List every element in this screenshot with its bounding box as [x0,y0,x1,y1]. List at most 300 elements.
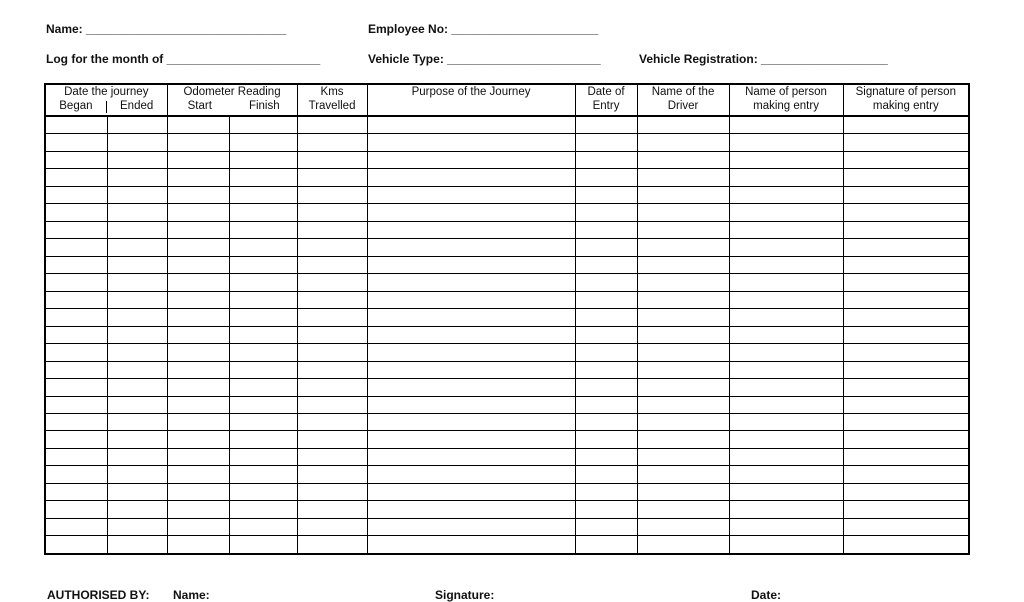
header-kms [297,84,367,116]
table-cell[interactable] [637,466,729,483]
table-cell[interactable] [297,431,367,448]
table-cell[interactable] [367,256,575,273]
table-cell[interactable] [843,221,969,238]
table-cell[interactable] [297,274,367,291]
table-row [45,134,969,151]
table-cell[interactable] [843,501,969,518]
table-cell[interactable] [729,239,843,256]
table-cell[interactable] [843,169,969,186]
table-cell[interactable] [45,326,107,343]
table-cell[interactable] [229,396,297,413]
header-ended: Ended [120,100,154,112]
table-cell[interactable] [107,134,167,151]
table-cell[interactable] [297,221,367,238]
table-cell[interactable] [729,483,843,500]
authorised-date-field[interactable]: Date: [751,588,782,602]
table-cell[interactable] [367,466,575,483]
header-signature [843,84,969,116]
table-cell[interactable] [575,501,637,518]
table-cell[interactable] [575,483,637,500]
table-cell[interactable] [45,413,107,430]
table-cell[interactable] [167,501,229,518]
table-cell[interactable] [843,274,969,291]
table-cell[interactable] [167,379,229,396]
table-cell[interactable] [575,169,637,186]
vehicle-registration-field[interactable]: Vehicle Registration: ___________________ [639,52,888,66]
table-cell[interactable] [45,361,107,378]
table-cell[interactable] [575,309,637,326]
table-row [45,483,969,500]
table-cell[interactable] [45,448,107,465]
table-cell[interactable] [367,134,575,151]
table-cell[interactable] [729,204,843,221]
table-cell[interactable] [367,169,575,186]
table-cell[interactable] [229,151,297,168]
table-cell[interactable] [637,501,729,518]
table-cell[interactable] [367,344,575,361]
table-cell[interactable] [107,396,167,413]
table-cell[interactable] [729,186,843,203]
table-cell[interactable] [729,396,843,413]
table-row [45,256,969,273]
table-cell[interactable] [107,344,167,361]
table-cell[interactable] [843,344,969,361]
table-cell[interactable] [107,309,167,326]
header-driver [637,84,729,116]
table-cell[interactable] [843,483,969,500]
table-cell[interactable] [45,204,107,221]
header-person [729,84,843,116]
header-odometer [167,84,297,116]
table-row [45,344,969,361]
table-cell[interactable] [229,309,297,326]
table-cell[interactable] [729,256,843,273]
table-cell[interactable] [297,536,367,554]
table-cell[interactable] [843,204,969,221]
table-cell[interactable] [367,396,575,413]
table-cell[interactable] [367,326,575,343]
table-cell[interactable] [729,116,843,134]
table-row [45,309,969,326]
table-cell[interactable] [297,291,367,308]
table-cell[interactable] [107,186,167,203]
table-cell[interactable] [229,291,297,308]
table-cell[interactable] [107,501,167,518]
log-month-field[interactable]: Log for the month of _______________________ [46,52,321,66]
table-cell[interactable] [575,274,637,291]
table-cell[interactable] [229,221,297,238]
table-row [45,291,969,308]
table-row [45,274,969,291]
table-cell[interactable] [637,239,729,256]
table-cell[interactable] [45,379,107,396]
table-cell[interactable] [575,326,637,343]
table-cell[interactable] [107,221,167,238]
table-cell[interactable] [367,518,575,535]
table-cell[interactable] [729,431,843,448]
table-cell[interactable] [297,309,367,326]
table-cell[interactable] [843,379,969,396]
table-cell[interactable] [107,413,167,430]
table-cell[interactable] [107,361,167,378]
table-cell[interactable] [167,483,229,500]
table-cell[interactable] [297,501,367,518]
table-cell[interactable] [229,413,297,430]
table-cell[interactable] [45,134,107,151]
table-cell[interactable] [45,396,107,413]
table-cell[interactable] [575,204,637,221]
table-cell[interactable] [229,448,297,465]
table-cell[interactable] [297,483,367,500]
table-cell[interactable] [297,518,367,535]
table-cell[interactable] [167,413,229,430]
table-cell[interactable] [729,379,843,396]
table-cell[interactable] [843,466,969,483]
table-cell[interactable] [45,151,107,168]
table-cell[interactable] [729,134,843,151]
table-cell[interactable] [229,466,297,483]
table-cell[interactable] [729,169,843,186]
table-cell[interactable] [229,204,297,221]
table-cell[interactable] [843,309,969,326]
table-cell[interactable] [729,151,843,168]
table-cell[interactable] [729,291,843,308]
table-cell[interactable] [229,256,297,273]
table-cell[interactable] [843,186,969,203]
table-cell[interactable] [843,326,969,343]
table-cell[interactable] [45,169,107,186]
employee-no-field[interactable]: Employee No: ______________________ [368,22,599,36]
authorised-name-field[interactable]: Name: [173,588,210,602]
table-cell[interactable] [575,221,637,238]
table-cell[interactable] [229,431,297,448]
table-cell[interactable] [843,239,969,256]
table-row [45,169,969,186]
table-cell[interactable] [107,151,167,168]
table-cell[interactable] [107,256,167,273]
table-cell[interactable] [167,239,229,256]
table-cell[interactable] [843,256,969,273]
table-cell[interactable] [229,186,297,203]
table-cell[interactable] [729,361,843,378]
table-cell[interactable] [297,466,367,483]
table-row [45,413,969,430]
table-cell[interactable] [637,448,729,465]
name-field[interactable]: Name: ______________________________ [46,22,287,36]
table-cell[interactable] [637,256,729,273]
table-cell[interactable] [297,326,367,343]
table-row [45,116,969,134]
table-cell[interactable] [367,221,575,238]
table-cell[interactable] [637,413,729,430]
table-cell[interactable] [575,291,637,308]
table-cell[interactable] [167,361,229,378]
header-date-entry-line2: Entry [592,100,620,112]
header-odometer-label: Odometer Reading [183,86,281,98]
table-cell[interactable] [45,221,107,238]
header-date-journey [45,84,167,116]
table-cell[interactable] [107,291,167,308]
table-cell[interactable] [45,483,107,500]
table-cell[interactable] [167,134,229,151]
table-cell[interactable] [107,169,167,186]
table-cell[interactable] [575,431,637,448]
table-cell[interactable] [229,536,297,554]
table-cell[interactable] [167,326,229,343]
table-cell[interactable] [167,448,229,465]
table-cell[interactable] [843,361,969,378]
table-cell[interactable] [107,274,167,291]
table-row [45,501,969,518]
table-cell[interactable] [637,134,729,151]
table-cell[interactable] [45,239,107,256]
table-cell[interactable] [575,379,637,396]
table-cell[interactable] [729,413,843,430]
table-cell[interactable] [107,536,167,554]
table-cell[interactable] [297,344,367,361]
table-cell[interactable] [637,379,729,396]
vehicle-type-field[interactable]: Vehicle Type: _______________________ [368,52,601,66]
table-cell[interactable] [107,116,167,134]
table-cell[interactable] [107,326,167,343]
table-cell[interactable] [167,536,229,554]
table-cell[interactable] [843,116,969,134]
table-cell[interactable] [843,151,969,168]
table-cell[interactable] [167,291,229,308]
table-cell[interactable] [575,344,637,361]
table-cell[interactable] [575,116,637,134]
table-cell[interactable] [167,466,229,483]
header-finish: Finish [248,100,280,112]
table-cell[interactable] [167,169,229,186]
table-cell[interactable] [45,518,107,535]
table-row [45,466,969,483]
table-cell[interactable] [229,134,297,151]
table-cell[interactable] [637,483,729,500]
table-cell[interactable] [229,326,297,343]
page-title [0,0,1024,2]
table-cell[interactable] [729,518,843,535]
table-cell[interactable] [729,536,843,554]
log-table-body [45,116,969,554]
table-cell[interactable] [107,379,167,396]
table-cell[interactable] [367,291,575,308]
header-date-journey-label: Date the journey [64,86,149,98]
table-cell[interactable] [45,431,107,448]
table-cell[interactable] [637,518,729,535]
table-cell[interactable] [45,274,107,291]
table-cell[interactable] [297,239,367,256]
table-cell[interactable] [297,379,367,396]
table-cell[interactable] [229,239,297,256]
table-cell[interactable] [229,483,297,500]
table-cell[interactable] [297,186,367,203]
table-cell[interactable] [107,448,167,465]
table-row [45,239,969,256]
table-cell[interactable] [367,361,575,378]
table-cell[interactable] [229,379,297,396]
table-cell[interactable] [575,134,637,151]
table-cell[interactable] [575,361,637,378]
table-cell[interactable] [575,186,637,203]
table-cell[interactable] [167,221,229,238]
table-cell[interactable] [45,291,107,308]
table-cell[interactable] [107,431,167,448]
table-cell[interactable] [107,483,167,500]
table-cell[interactable] [229,501,297,518]
table-cell[interactable] [167,518,229,535]
table-cell[interactable] [575,396,637,413]
table-cell[interactable] [297,361,367,378]
table-cell[interactable] [729,309,843,326]
table-cell[interactable] [167,431,229,448]
table-cell[interactable] [637,274,729,291]
table-row [45,448,969,465]
header-person-line2: making entry [753,100,819,112]
table-cell[interactable] [297,116,367,134]
table-cell[interactable] [367,186,575,203]
table-cell[interactable] [637,326,729,343]
table-cell[interactable] [45,309,107,326]
table-cell[interactable] [107,518,167,535]
table-cell[interactable] [229,116,297,134]
table-cell[interactable] [297,413,367,430]
table-cell[interactable] [367,239,575,256]
table-cell[interactable] [367,204,575,221]
table-row [45,204,969,221]
table-cell[interactable] [229,274,297,291]
table-cell[interactable] [229,361,297,378]
table-cell[interactable] [297,169,367,186]
table-cell[interactable] [843,518,969,535]
table-cell[interactable] [229,344,297,361]
table-cell[interactable] [367,431,575,448]
table-cell[interactable] [637,186,729,203]
table-cell[interactable] [843,448,969,465]
table-cell[interactable] [107,239,167,256]
table-cell[interactable] [637,396,729,413]
table-cell[interactable] [167,204,229,221]
table-cell[interactable] [45,501,107,518]
table-cell[interactable] [729,448,843,465]
table-cell[interactable] [729,466,843,483]
table-cell[interactable] [45,466,107,483]
table-cell[interactable] [637,221,729,238]
table-cell[interactable] [729,274,843,291]
table-cell[interactable] [637,204,729,221]
table-cell[interactable] [637,291,729,308]
table-cell[interactable] [729,344,843,361]
table-cell[interactable] [637,309,729,326]
table-cell[interactable] [367,116,575,134]
table-cell[interactable] [367,309,575,326]
table-cell[interactable] [843,396,969,413]
header-date-entry [575,84,637,116]
table-cell[interactable] [167,151,229,168]
table-cell[interactable] [575,536,637,554]
table-cell[interactable] [167,186,229,203]
table-cell[interactable] [107,466,167,483]
table-cell[interactable] [45,536,107,554]
table-cell[interactable] [367,501,575,518]
table-cell[interactable] [367,448,575,465]
table-cell[interactable] [843,536,969,554]
table-cell[interactable] [367,379,575,396]
table-cell[interactable] [729,501,843,518]
table-cell[interactable] [367,483,575,500]
table-row [45,431,969,448]
table-cell[interactable] [167,116,229,134]
table-cell[interactable] [297,204,367,221]
table-cell[interactable] [107,204,167,221]
table-row [45,186,969,203]
table-cell[interactable] [729,221,843,238]
table-cell[interactable] [297,151,367,168]
table-cell[interactable] [637,151,729,168]
table-cell[interactable] [297,448,367,465]
header-began: Began [59,100,93,112]
table-cell[interactable] [367,413,575,430]
table-cell[interactable] [575,518,637,535]
table-cell[interactable] [637,431,729,448]
table-row [45,396,969,413]
table-cell[interactable] [367,536,575,554]
table-cell[interactable] [575,256,637,273]
header-date-entry-line1: Date of [587,86,625,98]
authorised-signature-field[interactable]: Signature: [435,588,495,602]
table-cell[interactable] [45,116,107,134]
table-cell[interactable] [637,536,729,554]
table-cell[interactable] [637,169,729,186]
table-cell[interactable] [843,134,969,151]
table-cell[interactable] [843,291,969,308]
table-cell[interactable] [167,396,229,413]
table-cell[interactable] [167,256,229,273]
table-cell[interactable] [297,396,367,413]
table-cell[interactable] [367,274,575,291]
table-cell[interactable] [575,413,637,430]
table-cell[interactable] [367,151,575,168]
table-cell[interactable] [575,239,637,256]
table-cell[interactable] [167,274,229,291]
header-driver-line1: Name of the [651,86,715,98]
table-row [45,518,969,535]
table-cell[interactable] [729,326,843,343]
table-cell[interactable] [229,169,297,186]
table-row [45,326,969,343]
table-cell[interactable] [843,413,969,430]
table-cell[interactable] [45,256,107,273]
table-cell[interactable] [45,344,107,361]
table-cell[interactable] [575,448,637,465]
table-cell[interactable] [575,151,637,168]
table-cell[interactable] [229,518,297,535]
table-cell[interactable] [575,466,637,483]
table-cell[interactable] [843,431,969,448]
header-start: Start [187,100,212,112]
table-cell[interactable] [167,344,229,361]
header-kms-line1: Kms [320,86,344,98]
table-cell[interactable] [297,256,367,273]
table-cell[interactable] [297,134,367,151]
table-cell[interactable] [167,309,229,326]
header-signature-line1: Signature of person [855,86,956,98]
table-cell[interactable] [637,344,729,361]
table-cell[interactable] [45,186,107,203]
table-row [45,379,969,396]
table-cell[interactable] [637,361,729,378]
table-cell[interactable] [637,116,729,134]
